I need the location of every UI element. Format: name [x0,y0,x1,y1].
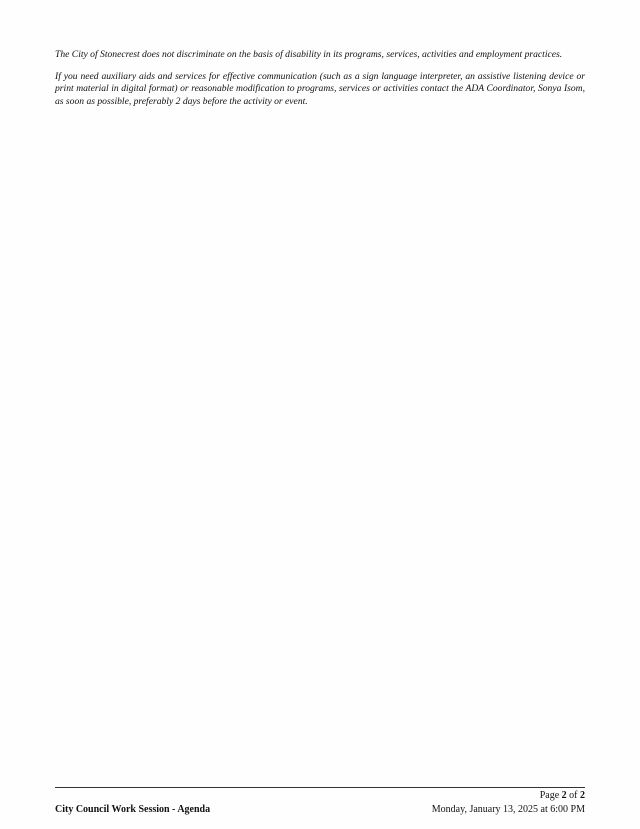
meeting-date: Monday, January 13, 2025 at 6:00 PM [431,804,585,815]
footer-divider [55,787,585,788]
page-separator: of [566,790,580,801]
nondiscrimination-paragraph: The City of Stonecrest does not discriminate on the basis of disability in its programs, services, activities and employment practices. [55,49,563,60]
page-total: 2 [580,790,585,801]
page-number [540,790,585,802]
page-current: 2 [561,790,567,801]
meeting-title: City Council Work Session - Agenda [55,804,211,815]
accommodation-paragraph: If you need auxiliary aids and services for effective communication (such as a sign language interpreter, an assistive listening device or print material in digital format) or reasonable modification to programs, services or activities contact the ADA Coordinator, Sonya Isom, as soon as possible, preferably 2 days before the activity or event. [55,70,585,107]
page-label: Page [539,790,562,801]
ada-notice [55,49,585,117]
